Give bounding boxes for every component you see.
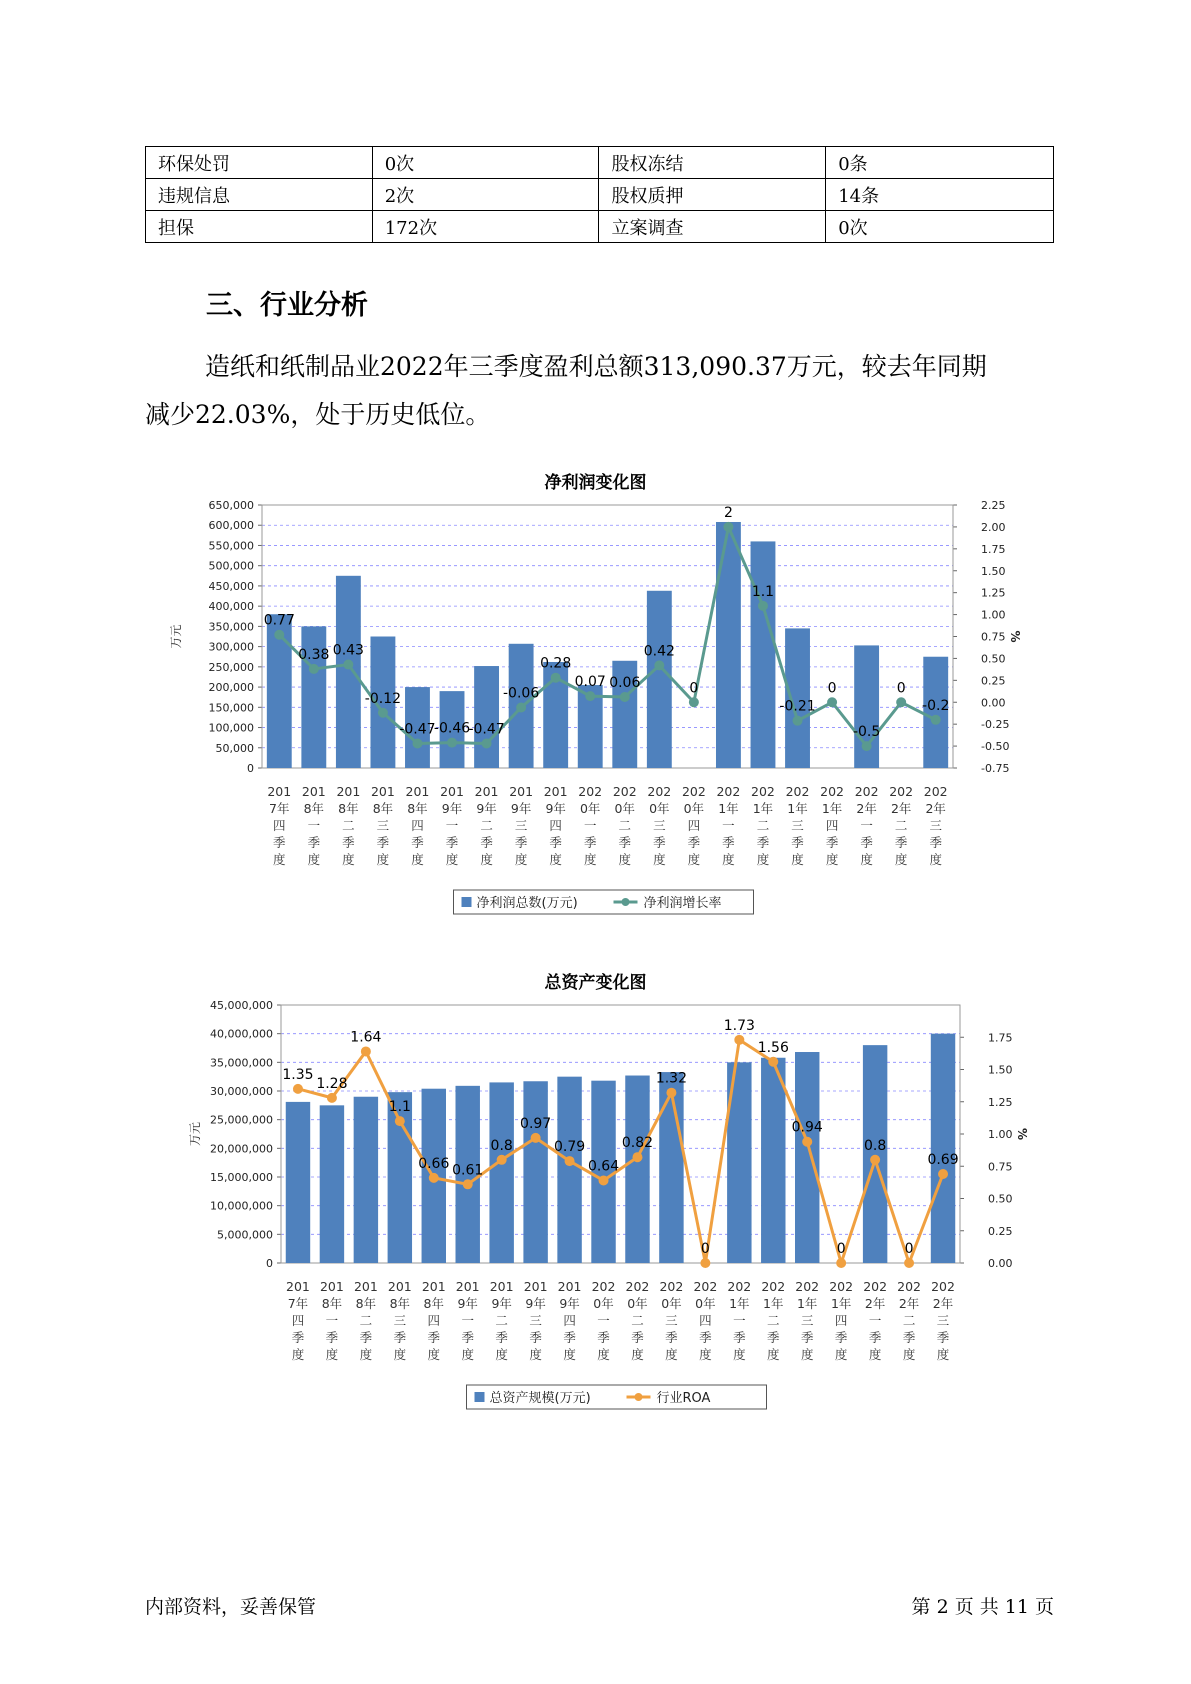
y2-axis-label: % [1015,1127,1029,1141]
y2-tick-label: 1.75 [988,1031,1013,1045]
line-point [827,697,837,707]
line-point [378,708,388,718]
risk-info-table [145,146,1054,243]
line-point [585,691,595,701]
y2-tick-label: 0.00 [981,696,1006,710]
y-tick-label: 30,000,000 [210,1085,273,1098]
line-point [931,715,941,725]
x-tick-label: 202 1年三季度 [795,1279,820,1362]
x-tick-label: 201 8年二季度 [336,784,361,867]
x-tick-label: 202 2年一季度 [863,1279,888,1362]
data-label: 0.69 [927,1151,959,1168]
line-point [447,738,457,748]
chart2-title: 总资产变化图 [544,973,647,993]
line-point [654,660,664,670]
line-point [700,1258,710,1268]
y2-tick-label: 0.75 [981,630,1006,644]
line-point [343,660,353,670]
x-tick-label: 201 8年一季度 [301,784,326,867]
plot-frame [281,1005,960,1263]
x-tick-label: 201 9年四季度 [557,1279,582,1362]
line-point [327,1093,337,1103]
x-tick-label: 201 9年一季度 [455,1279,480,1362]
line-point [482,738,492,748]
y-tick-label: 0 [266,1257,273,1270]
data-label: 0.77 [263,612,295,629]
y2-tick-label: -0.50 [981,740,1010,754]
bar [863,1045,887,1263]
y-tick-label: 500,000 [208,559,254,573]
x-tick-label: 201 9年三季度 [523,1279,548,1362]
line-point [723,522,733,532]
bar [761,1058,785,1263]
line-point [802,1137,812,1147]
data-label: 0.82 [621,1135,654,1152]
bar [474,666,499,768]
bar [286,1102,310,1263]
data-label: 0.94 [791,1119,823,1136]
y2-tick-label: 1.50 [988,1063,1013,1077]
x-tick-label: 202 1年一季度 [716,784,741,867]
y-tick-label: 250,000 [208,660,254,674]
analysis-paragraph-line2: 减少22.03%，处于历史低位。 [145,400,491,429]
y-tick-label: 35,000,000 [210,1056,273,1070]
legend-line-label: 行业ROA [656,1391,711,1406]
line-point [565,1156,575,1166]
line-point [734,1035,744,1045]
line-point [870,1155,880,1165]
y-tick-label: 400,000 [208,600,254,614]
legend-bar-label: 总资产规模(万元) [489,1391,591,1406]
y2-tick-label: 1.00 [988,1128,1013,1141]
y-tick-label: 150,000 [208,701,254,715]
bar [354,1097,378,1263]
data-label: -0.47 [399,721,436,738]
y-tick-label: 20,000,000 [210,1142,273,1156]
table-value-cell: 0次 [826,211,1054,243]
x-tick-label: 202 1年三季度 [785,784,810,867]
total-assets-chart [0,995,1191,1415]
data-label: 2 [723,504,733,521]
legend-line-marker [635,1393,643,1401]
data-label: 0.79 [553,1139,586,1156]
x-tick-label: 202 0年二季度 [625,1279,650,1362]
x-tick-label: 201 9年二季度 [474,784,499,867]
x-tick-label: 201 8年二季度 [353,1279,378,1362]
legend-line-label: 净利润增长率 [643,896,722,911]
table-label-cell: 股权冻结 [599,147,826,179]
line-point [497,1155,507,1165]
legend-line-marker [622,898,630,906]
y-tick-label: 600,000 [208,519,254,533]
line-point [516,703,526,713]
data-label: 1.32 [655,1070,688,1087]
data-label: 1.56 [757,1039,789,1056]
y2-tick-label: 2.00 [981,520,1006,534]
x-tick-label: 202 0年三季度 [659,1279,684,1362]
line-point [632,1152,642,1162]
y2-tick-label: 0.00 [988,1257,1013,1270]
data-label: -0.46 [433,720,471,737]
x-tick-label: 202 2年三季度 [931,1279,955,1362]
table-value-cell: 2次 [372,179,599,211]
bar [523,1081,547,1263]
table-label-cell: 立案调查 [599,211,826,243]
data-label: 0.8 [863,1137,887,1154]
y-tick-label: 15,000,000 [210,1171,273,1184]
legend-bar-swatch [475,1392,485,1402]
y2-axis-label: % [1008,630,1022,643]
line-point [793,716,803,726]
line-point [836,1258,846,1268]
data-label: 1.73 [723,1017,755,1034]
x-tick-label: 201 9年三季度 [509,784,534,867]
y-tick-label: 550,000 [208,539,254,553]
data-label: -0.06 [503,685,540,702]
y-tick-label: 45,000,000 [210,999,273,1012]
data-label: 0 [896,680,906,697]
table-label-cell: 违规信息 [146,179,373,211]
x-tick-label: 201 8年三季度 [370,784,395,867]
x-tick-label: 202 0年一季度 [578,784,603,867]
data-label: 0.97 [520,1115,552,1132]
x-tick-label: 202 0年一季度 [591,1279,616,1362]
x-tick-label: 201 8年四季度 [405,784,430,867]
y-tick-label: 350,000 [208,620,254,634]
data-label: 0.43 [332,642,364,659]
data-label: 0.61 [452,1162,484,1179]
y-axis-label: 万元 [188,1121,202,1147]
line-point [463,1179,473,1189]
net-profit-chart [0,495,1191,915]
x-tick-label: 201 7年四季度 [267,784,292,867]
y-tick-label: 10,000,000 [210,1199,273,1213]
line-point [293,1084,303,1094]
y-tick-label: 50,000 [215,741,254,755]
x-tick-label: 202 1年四季度 [829,1279,854,1362]
x-tick-label: 202 0年三季度 [647,784,672,867]
line-point [309,664,319,674]
bar [795,1052,819,1263]
table-value-cell: 172次 [372,211,599,243]
table-label-cell: 担保 [146,211,373,243]
table-row [146,179,1054,211]
data-label: 0.06 [609,674,641,691]
line-point [689,697,699,707]
y2-tick-label: 0.50 [981,652,1006,666]
y2-tick-label: 2.25 [981,499,1006,512]
x-tick-label: 202 1年一季度 [727,1279,752,1362]
data-label: 0.66 [418,1155,450,1172]
y2-tick-label: 0.75 [988,1160,1013,1174]
x-tick-label: 201 8年四季度 [421,1279,446,1362]
x-tick-label: 202 2年二季度 [889,784,914,867]
data-label: 0.07 [574,674,606,691]
line-point [666,1088,676,1098]
line-point [768,1057,778,1067]
table-label-cell: 股权质押 [599,179,826,211]
legend-bar-swatch [462,897,472,907]
data-label: 1.28 [316,1075,348,1092]
y-tick-label: 0 [247,762,254,775]
data-label: 0.38 [298,646,330,663]
bar [557,1077,581,1263]
data-label: -0.12 [364,690,402,707]
line-point [429,1173,439,1183]
data-label: 0.42 [643,643,675,660]
x-tick-label: 202 2年一季度 [854,784,879,867]
x-tick-label: 202 0年二季度 [612,784,637,867]
data-label: 1.1 [388,1099,411,1116]
data-label: 0.28 [540,655,572,672]
y2-tick-label: 1.00 [981,608,1006,622]
table-value-cell: 0次 [372,147,599,179]
y-axis-label: 万元 [169,624,183,649]
line-point [896,697,906,707]
table-label-cell: 环保处罚 [146,147,373,179]
analysis-paragraph-line1: 造纸和纸制品业2022年三季度盈利总额313,090.37万元，较去年同期 [205,352,987,381]
data-label: 0 [700,1241,710,1257]
line-point [395,1116,405,1126]
x-tick-label: 201 9年一季度 [440,784,464,867]
x-tick-label: 201 8年三季度 [387,1279,412,1362]
y-tick-label: 5,000,000 [217,1228,273,1242]
table-row [146,147,1054,179]
data-label: 1.35 [282,1066,314,1083]
y2-tick-label: 1.50 [981,564,1006,578]
y2-tick-label: 1.75 [981,542,1006,556]
chart1-title: 净利润变化图 [544,473,647,493]
y-tick-label: 40,000,000 [210,1027,273,1041]
bar [659,1072,683,1263]
section-heading: 三、行业分析 [206,290,368,321]
bar [489,1082,513,1263]
data-label: 1.64 [350,1029,382,1046]
data-label: -0.5 [852,724,881,741]
bar [716,522,741,768]
y2-tick-label: -0.75 [981,762,1010,775]
x-tick-label: 202 0年四季度 [693,1279,718,1362]
bar [931,1034,955,1263]
x-tick-label: 202 1年二季度 [751,784,775,867]
bar [625,1076,649,1263]
y2-tick-label: 0.25 [981,674,1006,688]
x-tick-label: 201 8年一季度 [319,1279,344,1362]
data-label: 0 [689,680,699,697]
line-point [361,1046,371,1056]
table-value-cell: 0条 [826,147,1054,179]
x-tick-label: 201 9年四季度 [543,784,568,867]
table-row [146,211,1054,243]
bar [336,576,361,768]
legend-bar-label: 净利润总数(万元) [476,896,578,911]
line-point [599,1175,609,1185]
bar [320,1105,344,1263]
data-label: 0.8 [490,1137,513,1154]
data-label: -0.2 [922,697,950,714]
data-label: 0 [836,1241,846,1257]
y2-tick-label: 0.25 [988,1224,1013,1238]
y-tick-label: 300,000 [208,640,254,654]
line-point [620,692,630,702]
line-point [862,741,872,751]
bar [647,591,672,768]
data-label: -0.21 [779,698,816,715]
x-tick-label: 202 1年四季度 [820,784,845,867]
x-tick-label: 202 2年三季度 [923,784,948,867]
line-point [551,673,561,683]
plot-frame [262,505,953,768]
data-label: 1.1 [751,583,775,600]
y2-tick-label: -0.25 [981,718,1010,732]
table-value-cell: 14条 [826,179,1054,211]
bar [751,541,776,768]
footer-left: 内部资料，妥善保管 [145,1596,317,1618]
x-tick-label: 202 2年二季度 [897,1279,922,1362]
x-tick-label: 202 1年二季度 [761,1279,786,1362]
data-label: 0 [827,680,837,697]
y-tick-label: 450,000 [208,579,254,593]
y-tick-label: 100,000 [208,721,254,735]
data-label: 0 [904,1241,914,1257]
line-point [274,630,284,640]
line-point [938,1169,948,1179]
x-tick-label: 201 7年四季度 [286,1279,310,1362]
y-tick-label: 650,000 [208,499,254,512]
y2-tick-label: 1.25 [988,1095,1013,1109]
data-label: -0.47 [468,721,505,738]
data-label: 0.64 [587,1158,620,1175]
y-tick-label: 200,000 [208,681,254,695]
y2-tick-label: 1.25 [981,586,1006,600]
line-point [531,1133,541,1143]
footer-page-number: 第 2 页 共 11 页 [911,1596,1054,1618]
line-point [412,738,422,748]
x-tick-label: 202 0年四季度 [681,784,706,867]
line-point [758,601,768,611]
y2-tick-label: 0.50 [988,1192,1013,1206]
y-tick-label: 25,000,000 [210,1113,273,1127]
x-tick-label: 201 9年二季度 [489,1279,514,1362]
line-point [904,1258,914,1268]
